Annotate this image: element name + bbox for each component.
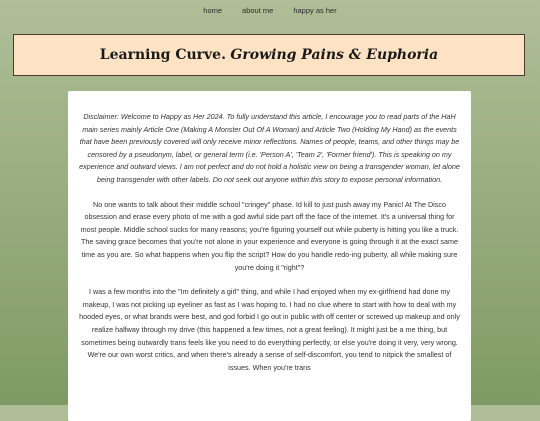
page-title	[100, 47, 438, 63]
top-nav	[0, 0, 540, 22]
article-disclaimer: Disclaimer: Welcome to Happy as Her 2024. To fully understand this article, I encourage you to read parts of the HaH main series mainly Article One (Making A Monster Out Of A Woman) and Article Two (Holding My Hand) as the events that have been previously covered will only receive minor reflections. Names of people, teams, and other things may be censored by a pseudonym, label, or general term (i.e. 'Person A', 'Team 2', 'Former friend'). This is speaking on my experience and outward views. I am not perfect and do not hold a holistic view on being a transgender woman, let alone being transgender with other labels. Do not seek out anyone within this story to expose personal information.	[79, 112, 460, 184]
nav-link-home[interactable]: home	[203, 6, 223, 15]
page-title-main: Learning Curve.	[99, 47, 226, 63]
article-paragraph-1: No one wants to talk about their middle school "cringey" phase. Id kill to just push away my Panic! At The Disco obsession and erase every photo of me with a god awful side part off the face of the internet. It's a universal thing for most people. Middle school sucks for many reasons; you're figuring yourself out while puberty is hitting you like a truck. The saving grace becomes that you're not alone in your experience and everyone is going through it at the exact same time as you are. So what happens when you flip the script? How do you handle redo-ing puberty, all while making sure you're doing it "right"?	[80, 199, 459, 272]
article-paragraph-2: I was a few months into the "Im definitely a girl" thing, and while I had enjoyed when my ex-girlfriend had done my makeup, I was not picking up eyeliner as fast as I was hoping to. I had no clue where to start with how to deal with my hooded eyes, or what brands were best, and god forbid I go out in public with off center or screwed up makeup and only realize halfway through my drive (this happened a few times, not a great feeling). It might just be a me thing, but sometimes being outwardly trans feels like you need to do everything perfectly, or else you're doing it very, very wrong. We're our own worst critics, and when there's already a sense of self-discomfort, you tend to nitpick the smallest of issues. When you're trans	[79, 287, 460, 372]
nav-link-happy-as-her[interactable]: happy as her	[293, 6, 337, 15]
page-title-subtitle: Growing Pains & Euphoria	[230, 47, 439, 63]
title-banner	[13, 34, 525, 76]
article-content	[68, 91, 471, 421]
nav-link-about-me[interactable]: about me	[242, 6, 274, 15]
